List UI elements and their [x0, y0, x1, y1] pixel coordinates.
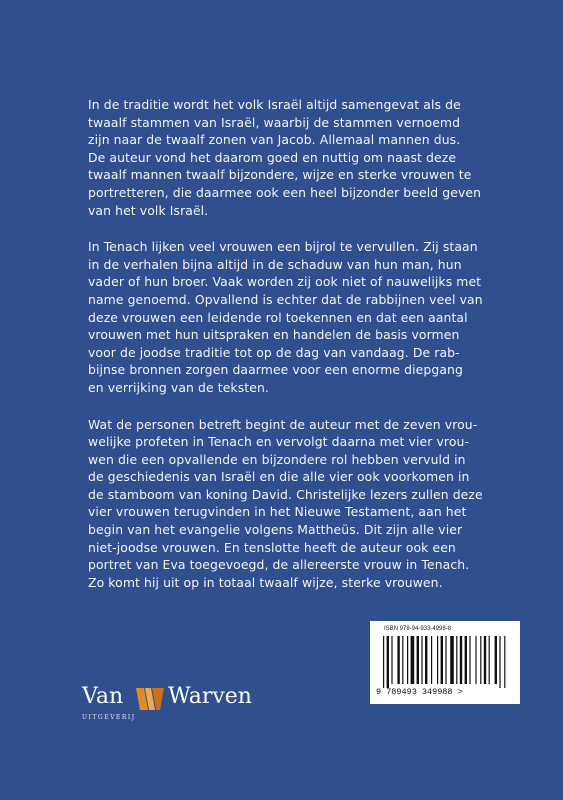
barcode-bar — [411, 636, 415, 684]
barcode-bar — [437, 636, 438, 684]
publisher-name-left: Van — [82, 684, 124, 709]
barcode-bar — [402, 636, 403, 684]
barcode-digits: 9 789493 349988 > — [376, 687, 463, 697]
text-line: twaalf stammen van Israël, waarbij de stammen vernoemd — [88, 114, 461, 130]
text-line: twaalf mannen twaalf bijzondere, wijze en sterke vrouwen te — [88, 167, 472, 183]
barcode-bar — [417, 636, 419, 684]
paragraph-3 — [88, 416, 483, 592]
text-line: portret van Eva toegevoegd, de allereerste vrouw in Tenach. — [88, 557, 470, 573]
text-line: In de traditie wordt het volk Israël altijd samengevat als de — [88, 97, 461, 112]
barcode-bar — [475, 636, 476, 684]
text-line: vier vrouwen terugvinden in het Nieuwe Testament, aan het — [88, 504, 467, 520]
publisher-logo — [82, 684, 262, 728]
text-line: welijke profeten in Tenach en vervolgt daarna met vier vrou- — [88, 434, 470, 450]
barcode-bar — [445, 636, 446, 684]
text-line: In Tenach lijken veel vrouwen een bijrol te vervullen. Zij staan — [88, 239, 478, 255]
publisher-subtitle: UITGEVERIJ — [82, 714, 136, 721]
barcode-bar — [421, 636, 422, 684]
text-line: Wat de personen betreft begint de auteur met de zeven vrou- — [88, 416, 478, 432]
barcode-bar — [460, 636, 462, 684]
text-line: De auteur vond het daarom goed en nuttig om naast deze — [88, 149, 457, 165]
paragraph-1 — [88, 96, 482, 219]
barcode-bar — [387, 636, 389, 688]
text-line: name genoemd. Opvallend is echter dat de rabbijnen veel van — [88, 291, 483, 307]
text-line: Zo komt hij uit op in totaal twaalf wijze, sterke vrouwen. — [88, 574, 443, 590]
text-line: voor de joodse traditie tot op de dag van vandaag. De rab- — [88, 344, 460, 360]
text-line: zijn naar de twaalf zonen van Jacob. Allemaal mannen dus. — [88, 132, 461, 148]
text-line: portretteren, die daarmee ook een heel bijzonder beeld geven — [88, 184, 482, 200]
barcode-bar — [469, 636, 470, 684]
isbn-barcode — [370, 621, 520, 704]
text-line: deze vrouwen een leidende rol toekennen en dat een aantal — [88, 309, 468, 325]
paragraph-2 — [88, 238, 483, 396]
text-line: vrouwen met hun uitspraken en handelen de basis vormen — [88, 327, 460, 343]
text-line: niet-joodse vrouwen. En tenslotte heeft de auteur ook een — [88, 539, 456, 555]
barcode-bar — [456, 636, 457, 684]
barcode-bar — [441, 636, 443, 684]
back-cover-text — [88, 96, 483, 610]
barcode-bar — [407, 636, 408, 684]
barcode-bar — [495, 636, 497, 684]
barcode-bar — [450, 636, 454, 684]
text-line: in de verhalen bijna altijd in de schaduw van hun man, hun — [88, 256, 462, 272]
text-line: de geschiedenis van Israël en die alle vier ook voorkomen in — [88, 469, 470, 485]
text-line: vader of hun broer. Vaak worden zij ook niet of nauwelijks met — [88, 274, 482, 290]
barcode-bar — [465, 636, 467, 684]
barcode-bar — [504, 636, 505, 688]
barcode-bar — [397, 636, 399, 684]
barcode-bar — [425, 636, 427, 684]
text-line: en verrijking van de teksten. — [88, 379, 269, 395]
text-line: van het volk Israël. — [88, 202, 209, 218]
publisher-mark-icon — [134, 686, 166, 712]
barcode-bar — [489, 636, 490, 684]
text-line: bijnse bronnen zorgen daarmee voor een enorme diepgang — [88, 362, 463, 378]
barcode-bar — [484, 636, 486, 684]
text-line: de stamboom van koning David. Christelijke lezers zullen deze — [88, 486, 483, 502]
barcode-bar — [499, 636, 500, 688]
barcode-bar — [480, 636, 481, 684]
barcode-bar — [383, 636, 384, 688]
publisher-name-right: Warven — [168, 684, 252, 709]
barcode-bar — [431, 636, 432, 684]
barcode-bars — [383, 636, 507, 688]
text-line: begin van het evangelie volgens Mattheüs. Dit zijn alle vier — [88, 522, 463, 538]
isbn-label: ISBN 978-94-933-4998-8 — [384, 626, 452, 632]
text-line: wen die een opvallende en bijzondere rol hebben vervuld in — [88, 451, 466, 467]
barcode-bar — [391, 636, 392, 684]
